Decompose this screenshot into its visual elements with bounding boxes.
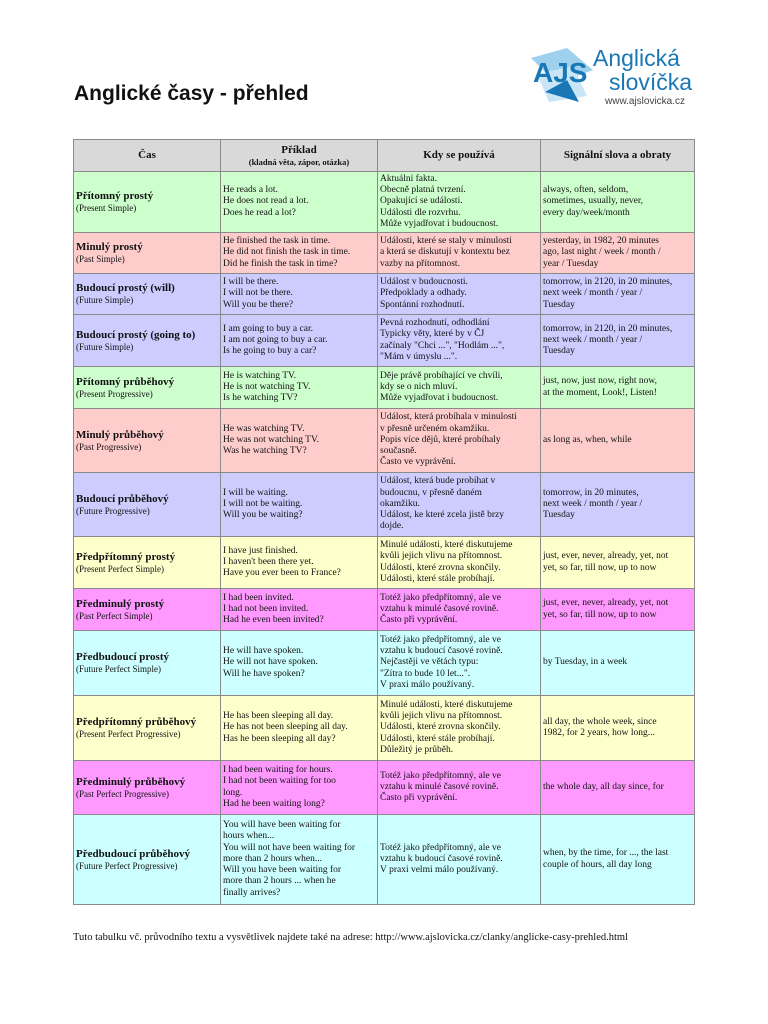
tense-name: Předbudoucí průběhový: [76, 847, 190, 860]
example-line: Had he been waiting long?: [223, 798, 325, 809]
tense-english-name: (Future Progressive): [76, 505, 150, 516]
tense-name-cell: [74, 761, 221, 815]
example-line: He did not finish the task in time.: [223, 247, 351, 258]
signal-line: as long as, when, while: [543, 434, 632, 445]
usage-line: dojde.: [380, 521, 404, 532]
usage-cell: [378, 367, 541, 409]
example-line: He was not watching TV.: [223, 434, 319, 445]
table-row: [74, 172, 695, 233]
signal-cell: [541, 761, 695, 815]
usage-line: budoucnu, v přesně daném: [380, 487, 482, 498]
signal-line: just, ever, never, already, yet, not: [543, 598, 669, 609]
usage-line: Události, které se staly v minulosti: [380, 236, 512, 247]
example-line: He has been sleeping all day.: [223, 711, 334, 722]
example-line: Was he watching TV?: [223, 446, 307, 457]
usage-line: Spontánní rozhodnutí.: [380, 299, 465, 310]
usage-cell: [378, 815, 541, 905]
tense-name: Minulý prostý: [76, 241, 143, 253]
example-line: I have just finished.: [223, 545, 298, 556]
tense-english-name: (Future Perfect Simple): [76, 664, 161, 674]
usage-line: kdy se o nich mluví.: [380, 381, 458, 392]
ajs-logo-icon: [527, 44, 597, 106]
signal-line: 1982, for 2 years, how long...: [543, 728, 655, 738]
example-line: You will not have been waiting for: [223, 842, 356, 853]
usage-line: Pevná rozhodnutí, odhodlání: [380, 318, 490, 329]
tense-name: Přítomný prostý: [76, 190, 154, 202]
example-cell: [221, 537, 378, 589]
tense-english-name: (Past Perfect Simple): [76, 610, 153, 621]
example-cell: [221, 473, 378, 537]
tense-name: Budoucí průběhový: [76, 492, 169, 505]
usage-line: Minulé události, které diskutujeme: [380, 699, 513, 710]
example-line: I will not be there.: [223, 288, 293, 299]
example-line: more than 2 hours when...: [223, 853, 322, 864]
usage-cell: [378, 696, 541, 761]
table-header-row: [74, 140, 695, 172]
signal-line: tomorrow, in 2120, in 20 minutes,: [543, 323, 673, 334]
signal-line: just, now, just now, right now,: [543, 376, 657, 387]
example-cell: [221, 172, 378, 233]
usage-line: Předpoklady a odhady.: [380, 288, 467, 299]
usage-line: a která se diskutují v kontextu bez: [380, 247, 510, 258]
header-priklad-sub: (kladná věta, zápor, otázka): [248, 157, 350, 167]
footer-note: Tuto tabulku vč. průvodního textu a vysvětlivek najdete také na adrese: http://www.ajslovicka.cz/clanky/anglicke-casy-prehled.html: [73, 932, 628, 943]
usage-line: Opakující se události.: [380, 196, 463, 207]
example-line: I will not be waiting.: [223, 498, 303, 509]
tense-name-cell: [74, 172, 221, 233]
table-row: [74, 815, 695, 905]
logo-brand: [593, 46, 692, 94]
signal-line: at the moment, Look!, Listen!: [543, 387, 657, 398]
usage-line: V praxi málo používaný.: [380, 679, 475, 690]
example-line: I will be waiting.: [223, 487, 288, 498]
usage-line: okamžiku.: [380, 498, 420, 509]
table-row: [74, 761, 695, 815]
example-cell: [221, 409, 378, 473]
signal-line: Tuesday: [543, 346, 575, 357]
signal-line: ago, last night / week / month /: [543, 247, 661, 258]
usage-line: Typicky věty, které by v ČJ: [380, 329, 485, 340]
usage-line: Často při vyprávění.: [380, 615, 458, 626]
example-cell: [221, 315, 378, 367]
example-line: Will you have been waiting for: [223, 865, 342, 876]
table-row: [74, 589, 695, 631]
example-line: finally arrives?: [223, 887, 281, 898]
example-line: I haven't been there yet.: [223, 556, 314, 567]
signal-cell: [541, 367, 695, 409]
header-cas: Čas: [74, 140, 221, 172]
header-kdy: Kdy se používá: [378, 140, 541, 172]
signal-cell: [541, 315, 695, 367]
table-row: [74, 233, 695, 274]
usage-line: V praxi velmi málo používaný.: [380, 865, 499, 876]
signal-cell: [541, 589, 695, 631]
example-cell: [221, 761, 378, 815]
signal-cell: [541, 409, 695, 473]
table-row: [74, 631, 695, 696]
example-line: He was watching TV.: [223, 423, 305, 434]
usage-line: Událost v budoucnosti.: [380, 277, 468, 288]
table-row: [74, 473, 695, 537]
example-line: He does not read a lot.: [223, 196, 309, 207]
header-priklad-label: Příklad: [281, 144, 317, 156]
tense-name-cell: [74, 815, 221, 905]
signal-line: couple of hours, all day long: [543, 859, 652, 870]
tense-name-cell: [74, 537, 221, 589]
example-line: Is he watching TV?: [223, 393, 298, 404]
usage-cell: [378, 631, 541, 696]
table-body: [74, 172, 695, 905]
tenses-table: [73, 139, 695, 905]
signal-line: sometimes, usually, never,: [543, 196, 644, 207]
signal-cell: [541, 815, 695, 905]
page-title: Anglické časy - přehled: [74, 82, 309, 105]
tense-name: Budoucí prostý (will): [76, 282, 175, 294]
example-line: He reads a lot.: [223, 185, 278, 196]
usage-cell: [378, 409, 541, 473]
usage-cell: [378, 274, 541, 315]
usage-line: Událost, která bude probíhat v: [380, 476, 496, 487]
signal-cell: [541, 631, 695, 696]
usage-line: Události dle rozvrhu.: [380, 207, 461, 218]
usage-line: Události, které zrovna skončily.: [380, 722, 501, 733]
table-row: [74, 315, 695, 367]
usage-line: Událost, která probíhala v minulosti: [380, 412, 517, 423]
example-cell: [221, 589, 378, 631]
usage-line: vztahu k budoucí časové rovině.: [380, 646, 503, 657]
example-line: Have you ever been to France?: [223, 568, 341, 579]
header-priklad: [221, 140, 378, 172]
tense-english-name: (Present Perfect Simple): [76, 563, 164, 574]
example-line: Does he read a lot?: [223, 207, 296, 218]
usage-line: Často ve vyprávění.: [380, 457, 456, 468]
example-line: I will be there.: [223, 277, 279, 288]
example-line: He finished the task in time.: [223, 236, 331, 247]
signal-line: Tuesday: [543, 510, 575, 521]
usage-line: Důležitý je průběh.: [380, 744, 454, 755]
example-line: I had been invited.: [223, 592, 294, 603]
usage-line: kvůli jejich vlivu na přítomnost.: [380, 551, 503, 562]
usage-line: kvůli jejich vlivu na přítomnost.: [380, 711, 503, 722]
table-row: [74, 409, 695, 473]
signal-line: tomorrow, in 20 minutes,: [543, 487, 639, 498]
usage-line: vazby na přítomnost.: [380, 258, 460, 269]
usage-line: "Zítra to bude 10 let...".: [380, 668, 471, 679]
usage-line: Událost, ke které zcela jistě brzy: [380, 510, 504, 521]
header-signal: Signální slova a obraty: [541, 140, 695, 172]
usage-line: Události, které stále probíhají.: [380, 733, 495, 744]
signal-cell: [541, 473, 695, 537]
usage-cell: [378, 761, 541, 815]
usage-line: začínaly "Chci ...", "Hodlám ...",: [380, 340, 505, 351]
usage-line: Může vyjadřovat i budoucnost.: [380, 218, 499, 229]
usage-line: Často při vyprávění.: [380, 793, 458, 804]
signal-line: the whole day, all day since, for: [543, 781, 664, 792]
usage-line: Popis více dějů, které probíhaly: [380, 434, 501, 445]
signal-cell: [541, 537, 695, 589]
tense-name-cell: [74, 233, 221, 274]
usage-line: Totéž jako předpřítomný, ale ve: [380, 592, 501, 603]
usage-line: vztahu k minulé časové rovině.: [380, 603, 499, 614]
tense-name: Předbudoucí prostý: [76, 651, 170, 663]
example-line: Had he even been invited?: [223, 615, 324, 626]
signal-line: yesterday, in 1982, 20 minutes: [543, 236, 660, 247]
usage-cell: [378, 172, 541, 233]
logo-url: www.ajslovicka.cz: [605, 96, 686, 107]
example-line: I had not been waiting for too: [223, 776, 336, 787]
signal-cell: [541, 172, 695, 233]
signal-cell: [541, 274, 695, 315]
example-line: He is not watching TV.: [223, 381, 311, 392]
example-line: Will you be there?: [223, 299, 294, 310]
signal-line: always, often, seldom,: [543, 185, 629, 196]
example-cell: [221, 233, 378, 274]
signal-cell: [541, 233, 695, 274]
usage-cell: [378, 473, 541, 537]
signal-line: by Tuesday, in a week: [543, 657, 628, 668]
usage-line: vztahu k budoucí časové rovině.: [380, 853, 503, 864]
usage-line: Aktuální fakta.: [380, 173, 437, 184]
usage-line: v přesně určeném okamžiku.: [380, 423, 490, 434]
example-line: Has he been sleeping all day?: [223, 733, 336, 744]
tense-name: Přítomný průběhový: [76, 375, 175, 388]
tense-english-name: (Future Simple): [76, 295, 134, 305]
logo-brand-line1: Anglická: [593, 45, 680, 71]
tense-name: Minulý průběhový: [76, 428, 164, 441]
example-cell: [221, 631, 378, 696]
tense-name-cell: [74, 409, 221, 473]
signal-line: next week / month / year /: [543, 498, 643, 509]
tense-name: Předpřítomný průběhový: [76, 716, 197, 728]
tense-name-cell: [74, 696, 221, 761]
signal-line: Tuesday: [543, 299, 575, 310]
usage-cell: [378, 233, 541, 274]
example-line: He will not have spoken.: [223, 657, 318, 668]
usage-line: Minulé události, které diskutujeme: [380, 540, 513, 551]
usage-cell: [378, 537, 541, 589]
tense-name-cell: [74, 367, 221, 409]
table-row: [74, 367, 695, 409]
tense-name: Předminulý průběhový: [76, 775, 186, 788]
tense-name-cell: [74, 589, 221, 631]
example-line: Is he going to buy a car?: [223, 346, 317, 357]
tense-name: Předpřítomný prostý: [76, 550, 176, 563]
table-row: [74, 537, 695, 589]
tense-name-cell: [74, 473, 221, 537]
tense-name-cell: [74, 274, 221, 315]
logo: [527, 38, 717, 116]
tense-english-name: (Past Progressive): [76, 441, 142, 452]
tense-english-name: (Past Perfect Progressive): [76, 788, 169, 799]
signal-line: every day/week/month: [543, 207, 630, 218]
usage-line: Události, které stále probíhají.: [380, 573, 495, 584]
usage-line: současně.: [380, 446, 417, 457]
usage-line: Totéž jako předpřítomný, ale ve: [380, 634, 501, 645]
tense-english-name: (Future Simple): [76, 341, 134, 352]
example-line: more than 2 hours ... when he: [223, 876, 336, 887]
signal-line: all day, the whole week, since: [543, 716, 657, 727]
example-line: long.: [223, 787, 243, 798]
tense-english-name: (Present Progressive): [76, 388, 153, 399]
usage-line: Události, které zrovna skončily.: [380, 562, 501, 573]
example-cell: [221, 696, 378, 761]
tense-name: Budoucí prostý (going to): [76, 328, 196, 341]
signal-line: when, by the time, for ..., the last: [543, 848, 669, 859]
tense-name-cell: [74, 315, 221, 367]
usage-line: Totéž jako předpřítomný, ale ve: [380, 842, 501, 853]
example-line: I am going to buy a car.: [223, 323, 313, 334]
example-line: I had been waiting for hours.: [223, 765, 333, 776]
example-line: Will you be waiting?: [223, 510, 303, 521]
tense-english-name: (Present Perfect Progressive): [76, 729, 181, 739]
table-row: [74, 696, 695, 761]
tense-name-cell: [74, 631, 221, 696]
signal-cell: [541, 696, 695, 761]
signal-line: tomorrow, in 2120, in 20 minutes,: [543, 277, 673, 288]
example-cell: [221, 274, 378, 315]
logo-brand-line2: slovíčka: [609, 69, 693, 95]
usage-line: Může vyjadřovat i budoucnost.: [380, 393, 499, 404]
tense-english-name: (Future Perfect Progressive): [76, 860, 178, 871]
signal-line: just, ever, never, already, yet, not: [543, 551, 669, 562]
signal-line: year / Tuesday: [543, 258, 599, 269]
logo-mark-text: AJS: [533, 57, 588, 88]
usage-line: Nejčastěji ve větách typu:: [380, 657, 479, 668]
signal-line: yet, so far, till now, up to now: [543, 562, 657, 573]
example-cell: [221, 815, 378, 905]
usage-line: Totéž jako předpřítomný, ale ve: [380, 770, 501, 781]
table-row: [74, 274, 695, 315]
usage-cell: [378, 315, 541, 367]
example-line: Will he have spoken?: [223, 668, 305, 679]
example-cell: [221, 367, 378, 409]
usage-line: vztahu k minulé časové rovině.: [380, 781, 499, 792]
usage-cell: [378, 589, 541, 631]
usage-line: "Mám v úmyslu ...".: [380, 351, 458, 362]
example-line: You will have been waiting for: [223, 820, 341, 831]
example-line: I am not going to buy a car.: [223, 334, 328, 345]
signal-line: next week / month / year /: [543, 334, 643, 345]
tense-name: Předminulý prostý: [76, 597, 165, 610]
usage-line: Děje právě probíhající ve chvíli,: [380, 370, 503, 381]
usage-line: Obecně platná tvrzení.: [380, 185, 466, 196]
example-line: Did he finish the task in time?: [223, 258, 338, 269]
example-line: He is watching TV.: [223, 370, 297, 381]
example-line: He has not been sleeping all day.: [223, 722, 348, 733]
example-line: hours when...: [223, 831, 275, 842]
signal-line: next week / month / year /: [543, 288, 643, 299]
example-line: He will have spoken.: [223, 646, 304, 657]
example-line: I had not been invited.: [223, 603, 309, 614]
signal-line: yet, so far, till now, up to now: [543, 609, 657, 620]
tense-english-name: (Past Simple): [76, 254, 125, 264]
tense-english-name: (Present Simple): [76, 203, 137, 213]
